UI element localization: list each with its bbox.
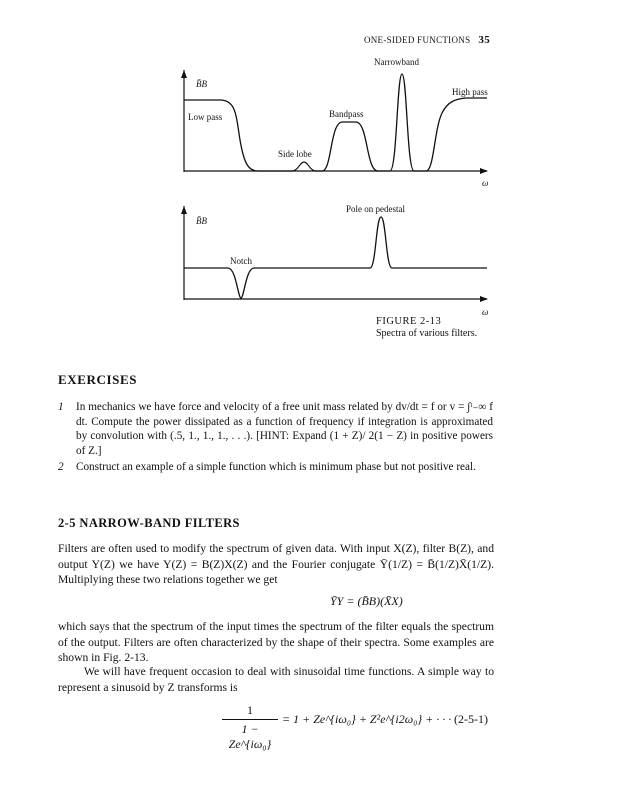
side-lobe-curve: [292, 162, 316, 171]
equation-number: (2-5-1): [454, 712, 488, 726]
equation-2-5-1: [222, 703, 502, 751]
top-y-label: B̄B: [196, 79, 207, 89]
side-lobe-label: Side lobe: [278, 149, 312, 159]
top-x-axis-arrow: [480, 168, 488, 174]
figure-caption-text: Spectra of various filters.: [376, 328, 478, 339]
pole-on-pedestal-label: Pole on pedestal: [346, 204, 405, 214]
exercises-heading: EXERCISES: [58, 372, 138, 387]
bandpass-curve: [316, 122, 390, 171]
low-pass-curve: [184, 100, 292, 171]
top-x-label: ω: [482, 178, 489, 188]
body-paragraph-3: We will have frequent occasion to deal with sinusoidal time functions. A simple way to represent a sinusoid by Z transforms is: [58, 665, 494, 694]
low-pass-label: Low pass: [188, 112, 223, 122]
equation-series: = 1 + Ze^{iω₀} + Z²e^{i2ω₀} + · · ·: [282, 712, 452, 726]
exercise-item: [58, 400, 493, 458]
exercise-number: 2: [58, 461, 64, 473]
top-spectrum-panel: [181, 57, 488, 188]
exercise-text: In mechanics we have force and velocity of a free unit mass related by dv/dt = f or v = ∫ᵗ₋∞ f dt. Compute the power dissipated as a function of frequency if integration is approximated by convolution with (.5, 1., 1., 1., . . .). [HINT: Expand (1 + Z)/ 2(1 − Z) in positive powers of Z.]: [76, 401, 493, 457]
equation-fraction: [222, 703, 278, 752]
bandpass-label: Bandpass: [329, 109, 364, 119]
narrowband-curve: [390, 74, 426, 171]
notch-label: Notch: [230, 256, 252, 266]
figure-caption: [376, 316, 477, 340]
top-y-axis-arrow: [181, 70, 187, 78]
running-title: ONE-SIDED FUNCTIONS: [363, 35, 471, 45]
fraction-numerator: 1: [247, 703, 253, 717]
equation-spectrum-product: ȲY = (B̄B)(X̄X): [330, 594, 403, 608]
exercise-number: 1: [58, 401, 64, 413]
fraction-bar: [222, 719, 278, 720]
page-number: 35: [478, 34, 490, 46]
bottom-x-label: ω: [482, 307, 489, 317]
bottom-spectrum-panel: [181, 204, 488, 317]
exercise-text: Construct an example of a simple function which is minimum phase but not positive real.: [76, 461, 476, 473]
bottom-x-axis-arrow: [480, 296, 488, 302]
bottom-y-label: B̄B: [196, 216, 207, 226]
body-paragraph-2: which says that the spectrum of the input times the spectrum of the filter equals the spectrum of the output. Filters are often characterized by the shape of their spectra. Some examples are shown in Fig. 2-13.: [58, 620, 494, 664]
bottom-y-axis-arrow: [181, 206, 187, 214]
high-pass-label: High pass: [452, 87, 488, 97]
section-heading: 2-5 NARROW-BAND FILTERS: [58, 516, 240, 530]
high-pass-curve: [426, 98, 487, 171]
body-paragraph-1: Filters are often used to modify the spectrum of given data. With input X(Z), filter B(Z), and output Y(Z) we have Y(Z) = B(Z)X(Z) and the Fourier conjugate Ȳ(1/Z) = B̄(1/Z)X̄(1/Z). Multiplying these two relations together we get: [58, 542, 494, 586]
exercise-list: [58, 400, 493, 477]
exercise-item: [58, 460, 493, 475]
fraction-denominator: 1 − Ze^{iω₀}: [228, 722, 272, 751]
narrowband-label: Narrowband: [374, 57, 419, 67]
figure-caption-title: FIGURE 2-13: [376, 316, 442, 327]
filter-spectra-figure: [0, 0, 622, 320]
